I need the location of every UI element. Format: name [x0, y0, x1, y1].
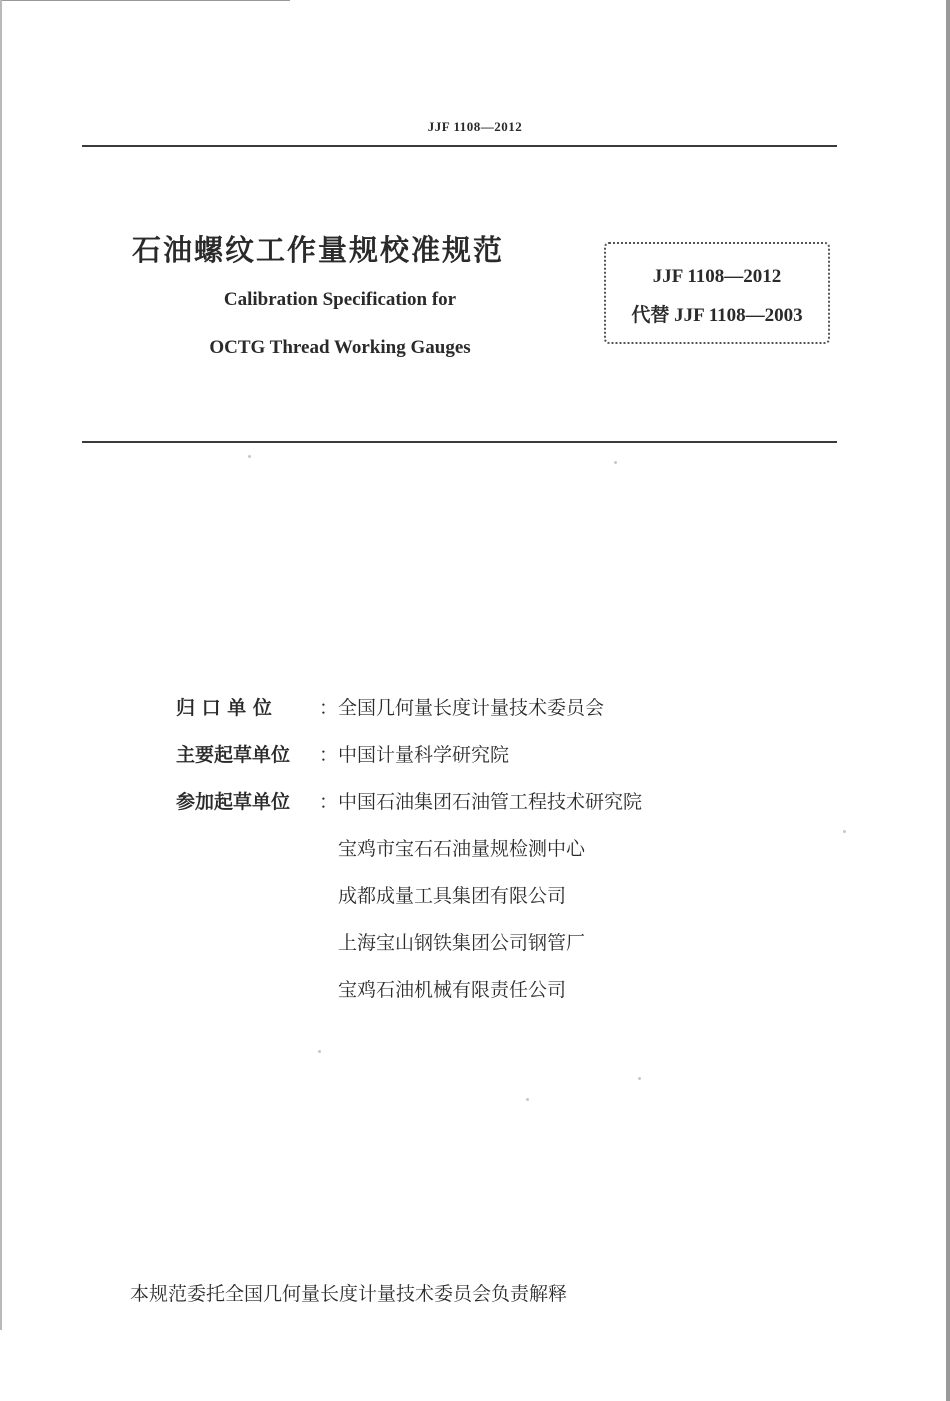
scan-speck: [248, 455, 251, 458]
scan-edge-left: [0, 0, 2, 1330]
participant-item: 中国石油集团石油管工程技术研究院: [338, 791, 643, 813]
code-box-code: JJF 1108—2012: [652, 266, 782, 287]
org-value-responsible: 全国几何量长度计量技术委员会: [338, 697, 605, 719]
org-label-participants: 参加起草单位: [176, 791, 291, 813]
scan-speck: [318, 1050, 321, 1053]
scan-edge-right: [946, 0, 950, 1401]
scan-speck: [638, 1077, 641, 1080]
participant-item: 宝鸡市宝石石油量规检测中心: [338, 838, 586, 860]
header-standard-code: JJF 1108—2012: [427, 119, 523, 134]
scan-edge-top: [0, 0, 290, 1]
standard-code-box: [604, 242, 830, 344]
org-separator: ：: [319, 744, 339, 766]
participant-item: 宝鸡石油机械有限责任公司: [338, 979, 567, 1001]
org-separator: ：: [319, 697, 339, 719]
participant-item: 成都成量工具集团有限公司: [338, 885, 567, 907]
org-label-responsible: 归 口 单 位: [176, 697, 272, 719]
title-rule: [82, 441, 837, 443]
title-chinese: 石油螺纹工作量规校准规范: [132, 233, 505, 267]
header-rule: [82, 145, 837, 147]
scan-speck: [843, 830, 846, 833]
participant-item: 上海宝山钢铁集团公司钢管厂: [338, 932, 586, 954]
interpretation-note: 本规范委托全国几何量长度计量技术委员会负责解释: [130, 1283, 568, 1305]
scan-speck: [526, 1098, 529, 1101]
org-value-main-drafter: 中国计量科学研究院: [338, 744, 510, 766]
org-label-main-drafter: 主要起草单位: [176, 744, 291, 766]
org-separator: ：: [319, 791, 339, 813]
code-box-replaces: 代替 JJF 1108—2003: [631, 305, 803, 326]
title-english-line2: OCTG Thread Working Gauges: [209, 337, 471, 358]
scan-speck: [614, 461, 617, 464]
title-english-line1: Calibration Specification for: [223, 289, 457, 310]
